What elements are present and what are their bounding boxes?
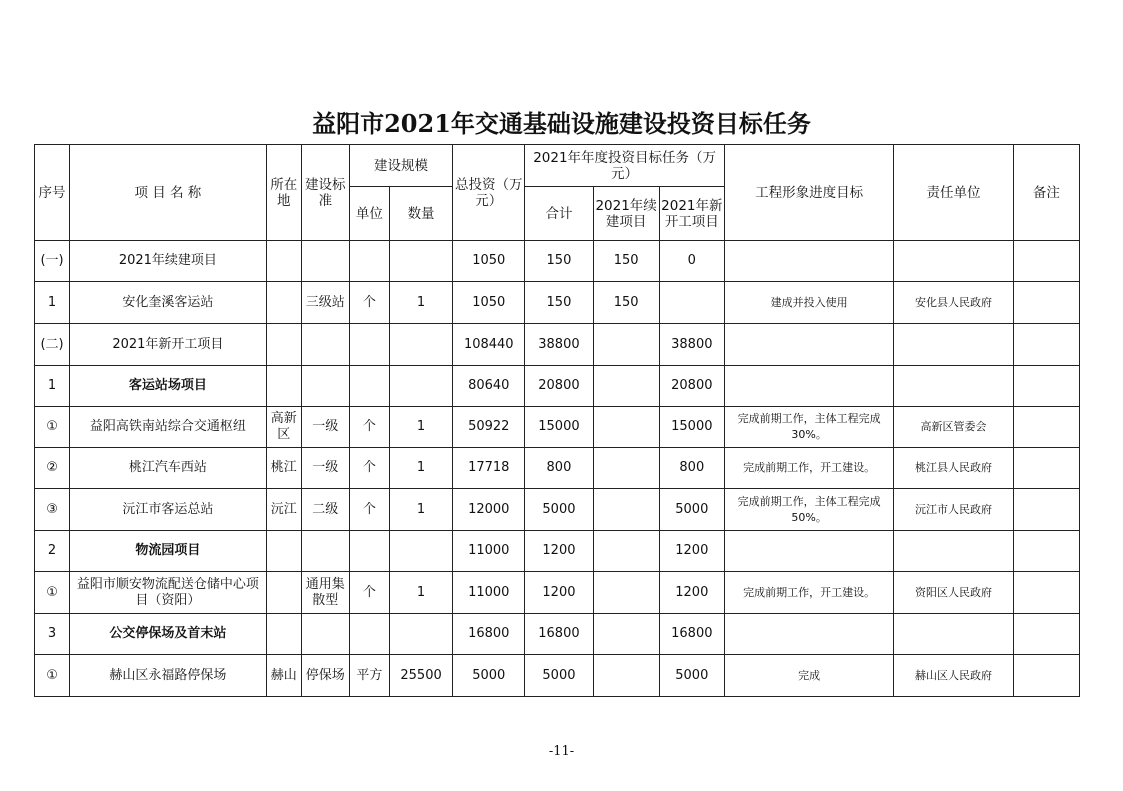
cell-progress: 完成前期工作，主体工程完成50%。 [724, 489, 893, 531]
cell-remark [1013, 614, 1079, 655]
table-row [35, 655, 1080, 697]
cell-seq: 2 [35, 531, 70, 572]
header-responsible: 责任单位 [894, 145, 1013, 241]
cell-name: 物流园项目 [70, 531, 267, 572]
cell-new: 800 [659, 448, 724, 489]
cell-responsible [894, 241, 1013, 282]
header-unit: 单位 [349, 187, 389, 241]
cell-seq: ③ [35, 489, 70, 531]
table-row [35, 614, 1080, 655]
cell-remark [1013, 489, 1079, 531]
cell-subtotal: 1200 [525, 531, 593, 572]
table-row [35, 324, 1080, 366]
cell-unit [349, 366, 389, 407]
cell-new: 38800 [659, 324, 724, 366]
cell-quantity: 1 [389, 282, 452, 324]
cell-name: 益阳市顺安物流配送仓储中心项目（资阳） [70, 572, 267, 614]
table-row [35, 241, 1080, 282]
cell-continued: 150 [593, 241, 659, 282]
cell-unit [349, 324, 389, 366]
cell-seq: ① [35, 655, 70, 697]
cell-quantity: 1 [389, 448, 452, 489]
cell-continued [593, 407, 659, 448]
cell-location: 沅江 [266, 489, 301, 531]
table-row [35, 531, 1080, 572]
cell-quantity [389, 241, 452, 282]
cell-quantity: 25500 [389, 655, 452, 697]
cell-progress: 完成前期工作，主体工程完成30%。 [724, 407, 893, 448]
cell-new: 1200 [659, 572, 724, 614]
cell-total: 5000 [453, 655, 525, 697]
header-continued: 2021年续建项目 [593, 187, 659, 241]
cell-seq: ① [35, 572, 70, 614]
cell-subtotal: 5000 [525, 655, 593, 697]
header-scale: 建设规模 [349, 145, 452, 187]
table-row [35, 489, 1080, 531]
cell-quantity [389, 614, 452, 655]
cell-subtotal: 150 [525, 282, 593, 324]
cell-remark [1013, 448, 1079, 489]
cell-name: 安化奎溪客运站 [70, 282, 267, 324]
cell-new [659, 282, 724, 324]
cell-new: 20800 [659, 366, 724, 407]
cell-responsible: 资阳区人民政府 [894, 572, 1013, 614]
cell-responsible: 桃江县人民政府 [894, 448, 1013, 489]
cell-unit: 个 [349, 282, 389, 324]
cell-progress [724, 614, 893, 655]
cell-unit: 平方 [349, 655, 389, 697]
cell-total: 50922 [453, 407, 525, 448]
cell-seq: ② [35, 448, 70, 489]
cell-standard [301, 531, 349, 572]
cell-continued [593, 366, 659, 407]
header-remark: 备注 [1013, 145, 1079, 241]
cell-standard [301, 241, 349, 282]
cell-name: 2021年续建项目 [70, 241, 267, 282]
cell-remark [1013, 366, 1079, 407]
cell-continued: 150 [593, 282, 659, 324]
cell-progress: 建成并投入使用 [724, 282, 893, 324]
cell-new: 1200 [659, 531, 724, 572]
cell-subtotal: 1200 [525, 572, 593, 614]
cell-location [266, 572, 301, 614]
header-progress: 工程形象进度目标 [724, 145, 893, 241]
cell-quantity [389, 531, 452, 572]
header-standard: 建设标准 [301, 145, 349, 241]
cell-progress [724, 366, 893, 407]
cell-subtotal: 15000 [525, 407, 593, 448]
header-target: 2021年年度投资目标任务（万元） [525, 145, 725, 187]
cell-continued [593, 572, 659, 614]
cell-unit: 个 [349, 448, 389, 489]
cell-continued [593, 324, 659, 366]
cell-location [266, 324, 301, 366]
cell-standard: 通用集散型 [301, 572, 349, 614]
cell-new: 5000 [659, 489, 724, 531]
header-quantity: 数量 [389, 187, 452, 241]
cell-responsible [894, 366, 1013, 407]
cell-new: 15000 [659, 407, 724, 448]
cell-seq: (二) [35, 324, 70, 366]
cell-responsible [894, 531, 1013, 572]
table-row [35, 282, 1080, 324]
cell-quantity [389, 324, 452, 366]
cell-subtotal: 38800 [525, 324, 593, 366]
cell-continued [593, 531, 659, 572]
cell-unit: 个 [349, 572, 389, 614]
cell-seq: 1 [35, 366, 70, 407]
cell-name: 沅江市客运总站 [70, 489, 267, 531]
cell-total: 11000 [453, 531, 525, 572]
header-total: 总投资（万元） [453, 145, 525, 241]
page-number: -11- [548, 744, 575, 759]
header-name: 项 目 名 称 [70, 145, 267, 241]
cell-unit [349, 241, 389, 282]
cell-seq: 3 [35, 614, 70, 655]
cell-location: 高新区 [266, 407, 301, 448]
cell-new: 5000 [659, 655, 724, 697]
cell-location: 桃江 [266, 448, 301, 489]
cell-seq: 1 [35, 282, 70, 324]
cell-name: 客运站场项目 [70, 366, 267, 407]
cell-name: 益阳高铁南站综合交通枢纽 [70, 407, 267, 448]
cell-responsible: 高新区管委会 [894, 407, 1013, 448]
cell-unit [349, 531, 389, 572]
header-new: 2021年新开工项目 [659, 187, 724, 241]
cell-quantity [389, 366, 452, 407]
investment-table [34, 144, 1080, 697]
cell-unit: 个 [349, 489, 389, 531]
cell-subtotal: 16800 [525, 614, 593, 655]
cell-remark [1013, 324, 1079, 366]
cell-quantity: 1 [389, 489, 452, 531]
table-row [35, 572, 1080, 614]
cell-name: 2021年新开工项目 [70, 324, 267, 366]
cell-progress: 完成前期工作，开工建设。 [724, 572, 893, 614]
cell-quantity: 1 [389, 407, 452, 448]
cell-progress: 完成前期工作，开工建设。 [724, 448, 893, 489]
cell-responsible: 赫山区人民政府 [894, 655, 1013, 697]
cell-seq: (一) [35, 241, 70, 282]
table-row [35, 366, 1080, 407]
cell-remark [1013, 531, 1079, 572]
cell-standard [301, 324, 349, 366]
cell-progress [724, 241, 893, 282]
cell-total: 108440 [453, 324, 525, 366]
cell-remark [1013, 407, 1079, 448]
cell-standard [301, 614, 349, 655]
cell-total: 1050 [453, 282, 525, 324]
cell-location: 赫山 [266, 655, 301, 697]
cell-standard: 停保场 [301, 655, 349, 697]
cell-location [266, 614, 301, 655]
header-subtotal: 合计 [525, 187, 593, 241]
header-seq: 序号 [35, 145, 70, 241]
cell-location [266, 282, 301, 324]
cell-responsible [894, 324, 1013, 366]
cell-seq: ① [35, 407, 70, 448]
cell-subtotal: 800 [525, 448, 593, 489]
cell-location [266, 366, 301, 407]
cell-new: 16800 [659, 614, 724, 655]
cell-progress [724, 324, 893, 366]
cell-quantity: 1 [389, 572, 452, 614]
table-row [35, 448, 1080, 489]
cell-remark [1013, 241, 1079, 282]
cell-location [266, 241, 301, 282]
cell-continued [593, 448, 659, 489]
cell-responsible: 沅江市人民政府 [894, 489, 1013, 531]
cell-standard: 二级 [301, 489, 349, 531]
cell-responsible: 安化县人民政府 [894, 282, 1013, 324]
cell-remark [1013, 572, 1079, 614]
cell-progress [724, 531, 893, 572]
document-title: 益阳市2021年交通基础设施建设投资目标任务 [312, 109, 811, 138]
cell-total: 80640 [453, 366, 525, 407]
cell-total: 12000 [453, 489, 525, 531]
cell-standard: 三级站 [301, 282, 349, 324]
header-location: 所在地 [266, 145, 301, 241]
cell-name: 公交停保场及首末站 [70, 614, 267, 655]
cell-continued [593, 655, 659, 697]
cell-total: 1050 [453, 241, 525, 282]
cell-total: 16800 [453, 614, 525, 655]
cell-name: 赫山区永福路停保场 [70, 655, 267, 697]
cell-continued [593, 489, 659, 531]
table-row [35, 407, 1080, 448]
cell-subtotal: 5000 [525, 489, 593, 531]
cell-responsible [894, 614, 1013, 655]
cell-unit [349, 614, 389, 655]
cell-new: 0 [659, 241, 724, 282]
cell-standard [301, 366, 349, 407]
cell-standard: 一级 [301, 407, 349, 448]
cell-total: 17718 [453, 448, 525, 489]
cell-remark [1013, 655, 1079, 697]
cell-standard: 一级 [301, 448, 349, 489]
cell-name: 桃江汽车西站 [70, 448, 267, 489]
cell-total: 11000 [453, 572, 525, 614]
cell-progress: 完成 [724, 655, 893, 697]
cell-subtotal: 20800 [525, 366, 593, 407]
cell-location [266, 531, 301, 572]
cell-subtotal: 150 [525, 241, 593, 282]
cell-continued [593, 614, 659, 655]
cell-remark [1013, 282, 1079, 324]
cell-unit: 个 [349, 407, 389, 448]
